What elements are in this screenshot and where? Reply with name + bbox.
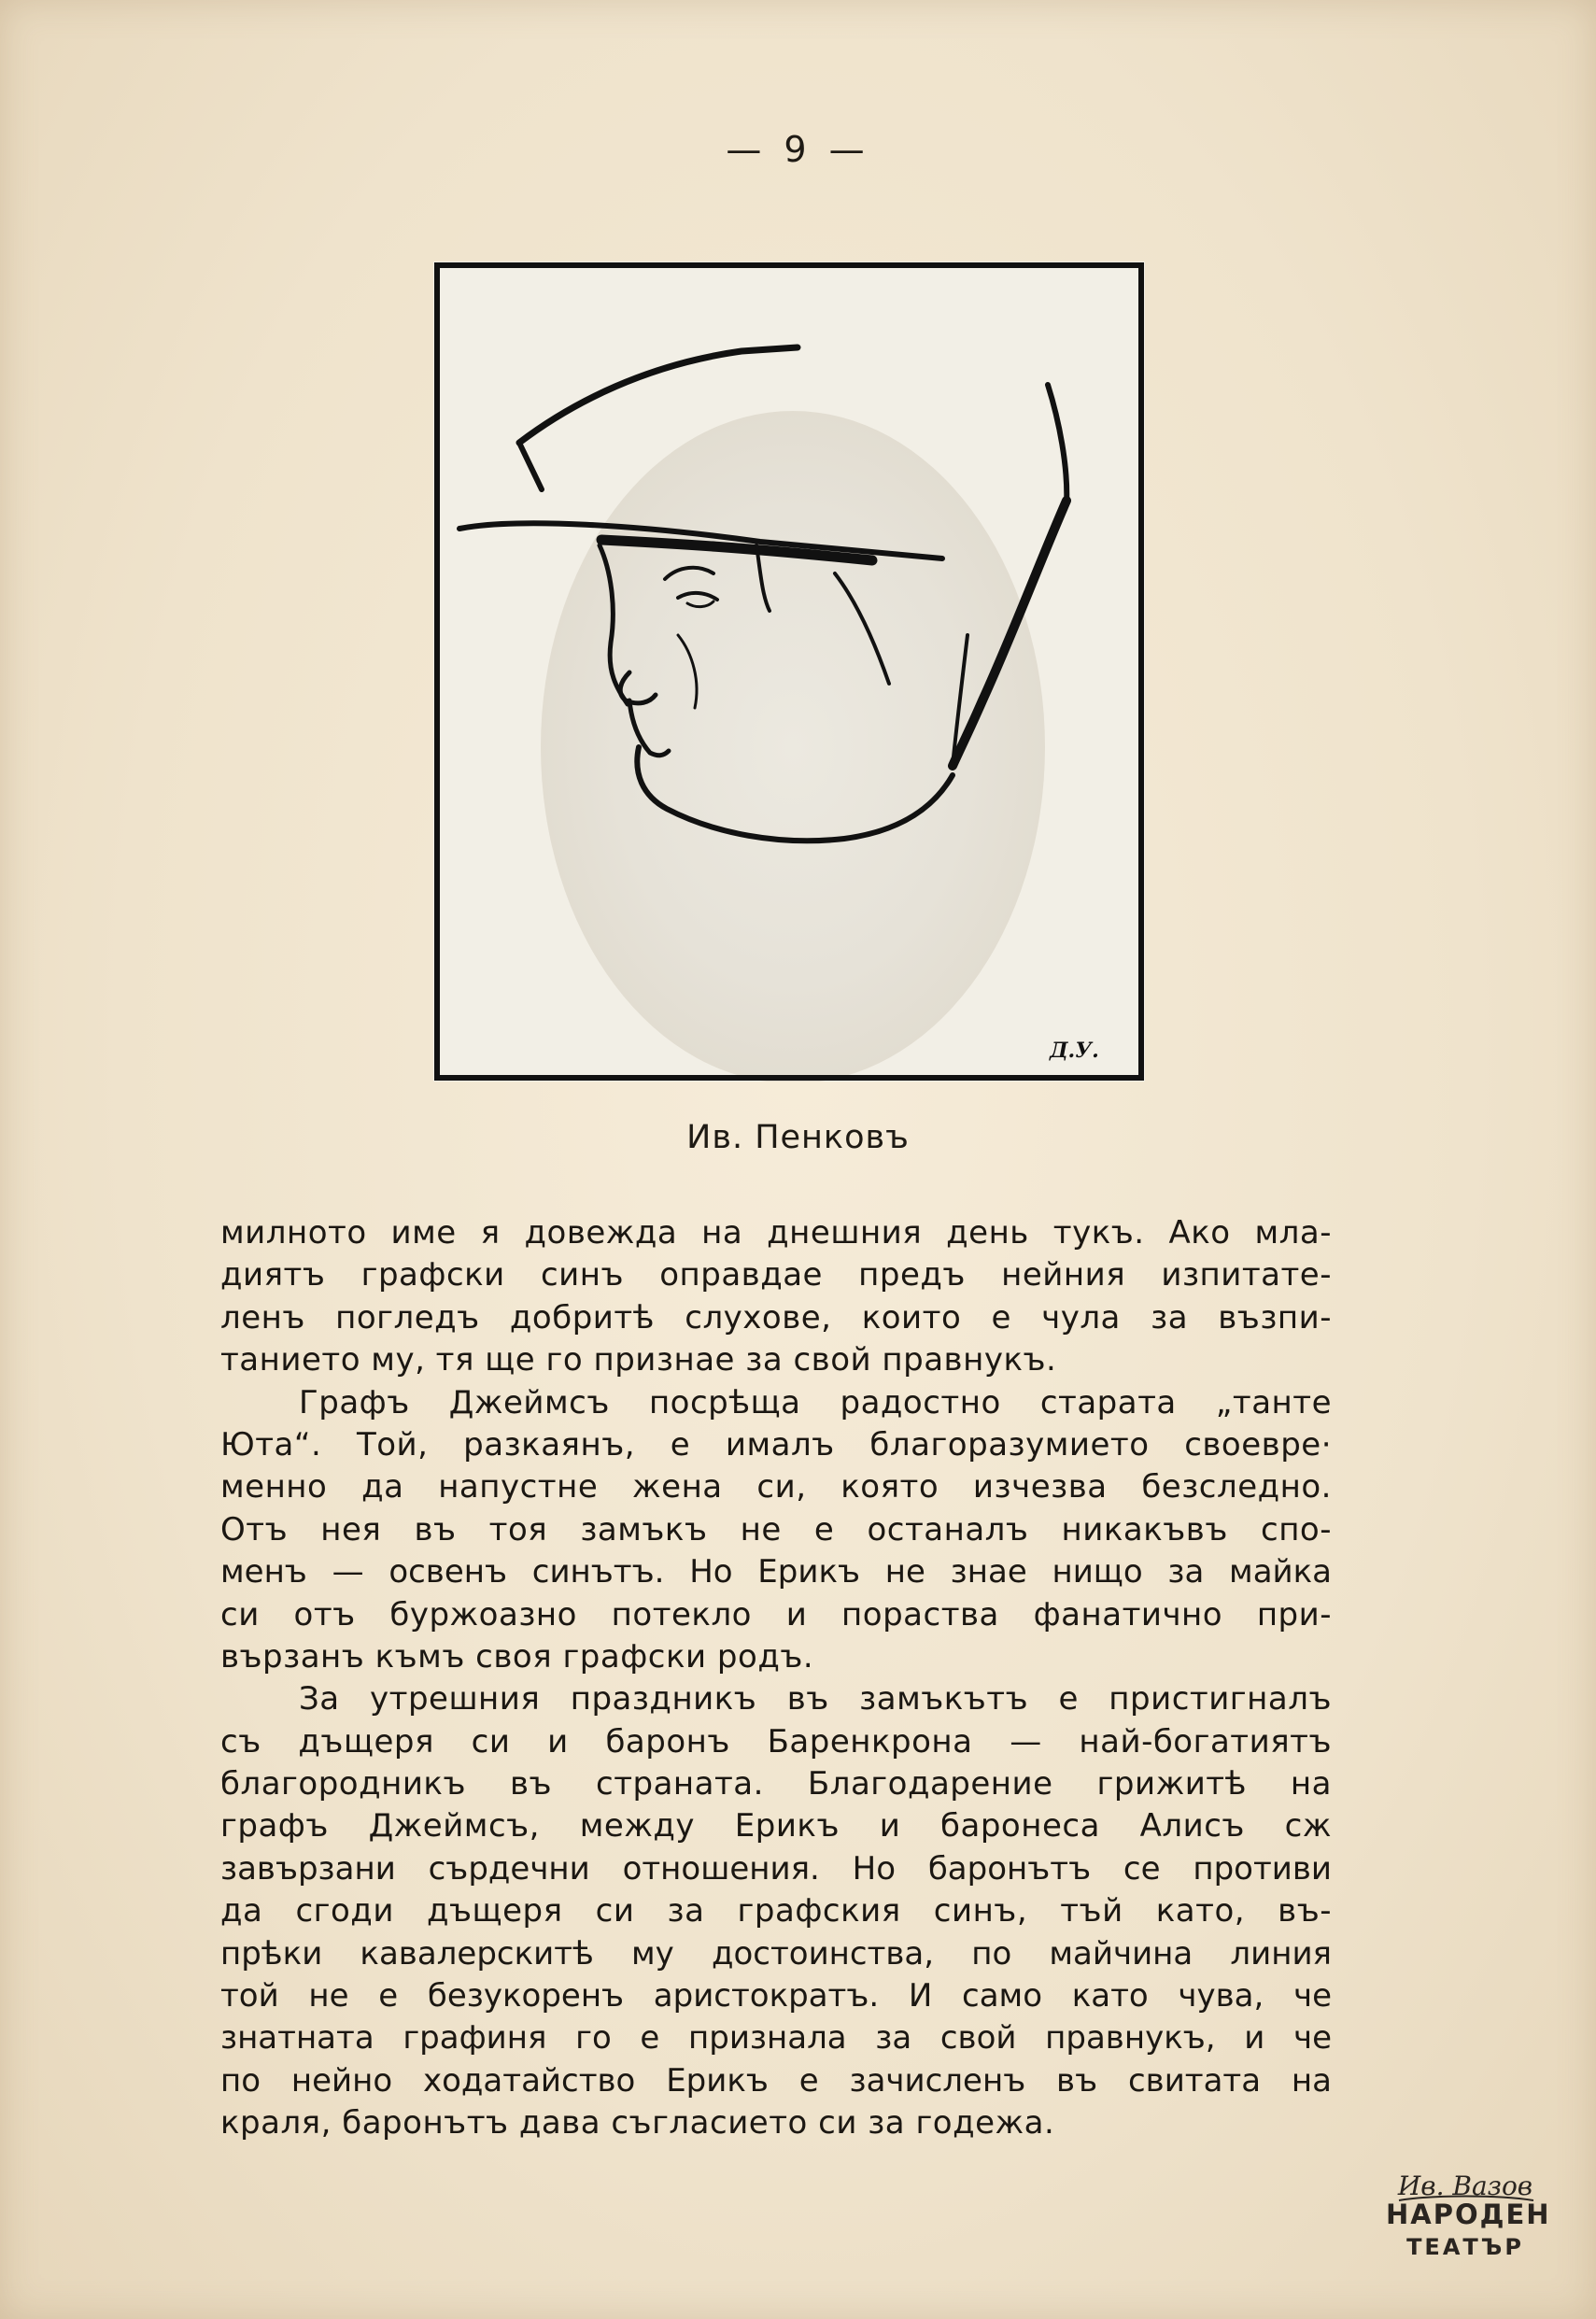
text-line: милното име я довежда на днешния день тукъ. Ако мла- <box>220 1214 1332 1251</box>
text-line: съ дъщеря си и баронъ Баренкрона — най-богатиятъ <box>220 1722 1332 1760</box>
text-line: Графъ Джеймсъ посрѣща радостно старата „танте <box>299 1383 1332 1421</box>
page-number: — 9 — <box>726 129 870 170</box>
stamp-line2: ТЕАТЪР <box>1406 2234 1524 2260</box>
stamp-script: Ив. Вазов <box>1397 2171 1533 2201</box>
text-line: завързани сърдечни отношения. Но баронътъ се противи <box>220 1849 1332 1888</box>
text-line: знатната графиня го е признала за свой правнукъ, и че <box>220 2019 1332 2057</box>
text-line: менно да напустне жена си, която изчезва безследно. <box>220 1468 1332 1506</box>
text-line: да сгоди дъщеря си за графския синъ, тъй като, въ- <box>220 1892 1332 1930</box>
text-line: Юта“. Той, разкаянъ, е ималъ благоразумието своевре· <box>220 1425 1332 1464</box>
stamp-line1: НАРОДЕН <box>1386 2199 1551 2230</box>
text-line: по нейно ходатайство Ерикъ е зачисленъ въ свитата на <box>220 2061 1332 2100</box>
text-line: графъ Джеймсъ, между Ерикъ и баронеса Алисъ сж <box>220 1807 1332 1845</box>
text-line: вързанъ къмъ своя графски родъ. <box>220 1637 814 1676</box>
photo-oval-shadow <box>541 411 1045 1082</box>
portrait-caption: Ив. Пенковъ <box>686 1119 910 1156</box>
text-line: благородникъ въ страната. Благодарение грижитѣ на <box>220 1765 1332 1803</box>
text-line: прѣки кавалерскитѣ му достоинства, по майчина линия <box>220 1934 1332 1973</box>
text-line: краля, баронътъ дава съгласието си за годежа. <box>220 2104 1055 2142</box>
text-line: Отъ нея въ тоя замъкъ не е останалъ никакъвъ спо- <box>220 1510 1332 1548</box>
artist-signature: Д.У. <box>1050 1039 1099 1063</box>
text-line: танието му, тя ще го признае за свой правнукъ. <box>220 1341 1057 1379</box>
body-text <box>220 1212 1332 2145</box>
text-line: диятъ графски синъ оправдае предъ нейния изпитате- <box>220 1256 1332 1294</box>
text-line: менъ — освенъ синътъ. Но Ерикъ не знае нищо за майка <box>220 1553 1332 1591</box>
text-line: си отъ буржоазно потекло и пораства фанатично при- <box>220 1595 1332 1633</box>
national-theatre-stamp <box>1386 2167 1551 2279</box>
portrait-illustration <box>433 262 1145 1082</box>
text-line: той не е безукоренъ аристократъ. И само като чува, че <box>220 1977 1332 2015</box>
text-line: За утрешния праздникъ въ замъкътъ е пристигналъ <box>299 1680 1332 1718</box>
portrait-sketch <box>433 262 1145 1082</box>
text-line: ленъ погледъ добритѣ слухове, които е чула за възпи- <box>220 1298 1332 1336</box>
